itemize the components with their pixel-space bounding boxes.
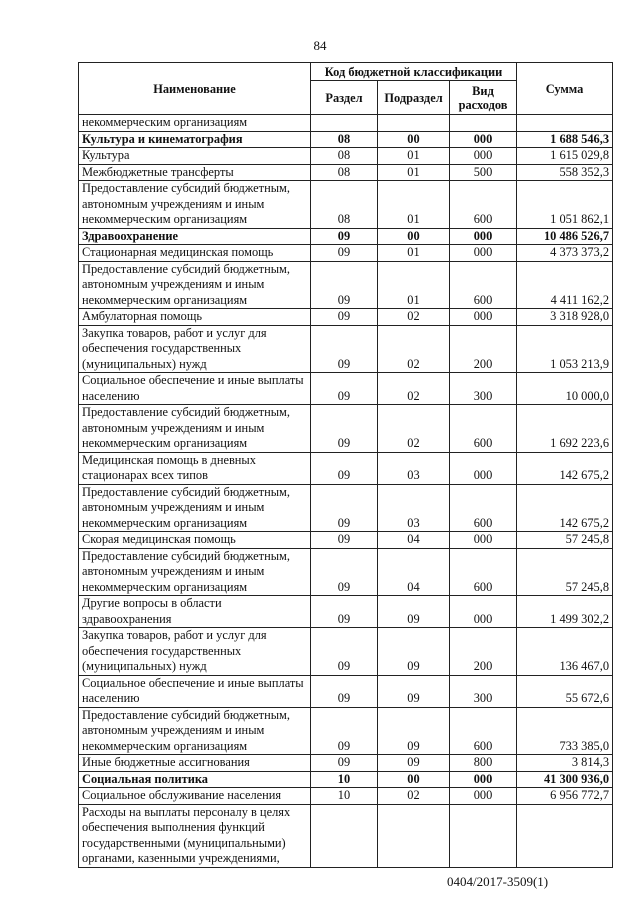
- row-name: некоммерческим организациям: [79, 115, 311, 132]
- row-podrazdel: 09: [378, 707, 450, 755]
- row-podrazdel: 03: [378, 484, 450, 532]
- row-podrazdel: 02: [378, 309, 450, 326]
- row-sum: 4 373 373,2: [517, 245, 613, 262]
- row-razdel: 09: [311, 596, 378, 628]
- row-name: Предоставление субсидий бюджетным, автономным учреждениям и иным некоммерческим организациям: [79, 548, 311, 596]
- row-podrazdel: [378, 115, 450, 132]
- row-vid: 000: [450, 452, 517, 484]
- header-podrazdel: Подраздел: [378, 81, 450, 115]
- row-sum: 3 318 928,0: [517, 309, 613, 326]
- row-vid: [450, 115, 517, 132]
- row-razdel: [311, 115, 378, 132]
- row-razdel: 09: [311, 707, 378, 755]
- row-name: Предоставление субсидий бюджетным, автономным учреждениям и иным некоммерческим организациям: [79, 181, 311, 229]
- table-row: [79, 181, 613, 229]
- row-sum: 57 245,8: [517, 548, 613, 596]
- table-row: [79, 707, 613, 755]
- table-row: [79, 452, 613, 484]
- row-razdel: 08: [311, 164, 378, 181]
- header-classification-group: Код бюджетной классификации: [311, 63, 517, 81]
- row-razdel: 09: [311, 628, 378, 676]
- row-name: Другие вопросы в области здравоохранения: [79, 596, 311, 628]
- row-podrazdel: [378, 804, 450, 867]
- row-podrazdel: 09: [378, 596, 450, 628]
- row-sum: 136 467,0: [517, 628, 613, 676]
- row-name: Предоставление субсидий бюджетным, автономным учреждениям и иным некоммерческим организациям: [79, 484, 311, 532]
- row-podrazdel: 01: [378, 164, 450, 181]
- row-sum: 10 486 526,7: [517, 228, 613, 245]
- row-name: Предоставление субсидий бюджетным, автономным учреждениям и иным некоммерческим организациям: [79, 707, 311, 755]
- row-sum: 55 672,6: [517, 675, 613, 707]
- row-sum: 142 675,2: [517, 452, 613, 484]
- row-name: Социальное обеспечение и иные выплаты населению: [79, 373, 311, 405]
- row-razdel: [311, 804, 378, 867]
- row-vid: 600: [450, 405, 517, 453]
- row-podrazdel: 01: [378, 181, 450, 229]
- row-vid: 300: [450, 675, 517, 707]
- row-vid: 000: [450, 228, 517, 245]
- table-row: [79, 788, 613, 805]
- row-vid: [450, 804, 517, 867]
- table-row: [79, 325, 613, 373]
- table-row: [79, 373, 613, 405]
- row-name: Социальное обслуживание населения: [79, 788, 311, 805]
- row-podrazdel: 01: [378, 245, 450, 262]
- row-sum: 142 675,2: [517, 484, 613, 532]
- row-name: Социальное обеспечение и иные выплаты населению: [79, 675, 311, 707]
- row-vid: 200: [450, 628, 517, 676]
- row-vid: 500: [450, 164, 517, 181]
- row-razdel: 09: [311, 325, 378, 373]
- row-razdel: 10: [311, 788, 378, 805]
- document-code: 0404/2017-3509(1): [447, 874, 549, 889]
- row-vid: 800: [450, 755, 517, 772]
- row-sum: 1 615 029,8: [517, 148, 613, 165]
- header-name: Наименование: [79, 63, 311, 115]
- table-row: [79, 405, 613, 453]
- page-number: 84: [313, 38, 327, 53]
- header-vid: Вид расходов: [450, 81, 517, 115]
- table-row: [79, 628, 613, 676]
- table-row: [79, 261, 613, 309]
- row-sum: 41 300 936,0: [517, 771, 613, 788]
- row-vid: 000: [450, 245, 517, 262]
- row-name: Медицинская помощь в дневных стационарах всех типов: [79, 452, 311, 484]
- row-sum: 4 411 162,2: [517, 261, 613, 309]
- row-podrazdel: 00: [378, 228, 450, 245]
- table-row: [79, 804, 613, 867]
- row-sum: 1 053 213,9: [517, 325, 613, 373]
- row-sum: 3 814,3: [517, 755, 613, 772]
- row-sum: [517, 804, 613, 867]
- row-podrazdel: 02: [378, 788, 450, 805]
- table-row: [79, 596, 613, 628]
- row-sum: 558 352,3: [517, 164, 613, 181]
- row-name: Амбулаторная помощь: [79, 309, 311, 326]
- row-podrazdel: 01: [378, 261, 450, 309]
- table-row: [79, 164, 613, 181]
- row-podrazdel: 00: [378, 771, 450, 788]
- row-podrazdel: 01: [378, 148, 450, 165]
- row-name: Межбюджетные трансферты: [79, 164, 311, 181]
- row-name: Расходы на выплаты персоналу в целях обеспечения выполнения функций государственными (муниципальными) органами, казенными учреждениями,: [79, 804, 311, 867]
- row-vid: 000: [450, 532, 517, 549]
- row-vid: 200: [450, 325, 517, 373]
- row-name: Иные бюджетные ассигнования: [79, 755, 311, 772]
- row-razdel: 08: [311, 148, 378, 165]
- row-vid: 300: [450, 373, 517, 405]
- row-sum: 1 688 546,3: [517, 131, 613, 148]
- table-row: [79, 771, 613, 788]
- row-podrazdel: 09: [378, 755, 450, 772]
- table-row: [79, 115, 613, 132]
- row-podrazdel: 09: [378, 675, 450, 707]
- row-razdel: 09: [311, 228, 378, 245]
- table-row: [79, 675, 613, 707]
- table-body: [79, 115, 613, 868]
- header-razdel: Раздел: [311, 81, 378, 115]
- row-name: Предоставление субсидий бюджетным, автономным учреждениям и иным некоммерческим организациям: [79, 261, 311, 309]
- row-razdel: 09: [311, 548, 378, 596]
- row-podrazdel: 02: [378, 325, 450, 373]
- row-sum: [517, 115, 613, 132]
- row-razdel: 09: [311, 245, 378, 262]
- row-razdel: 09: [311, 484, 378, 532]
- table-row: [79, 309, 613, 326]
- row-podrazdel: 03: [378, 452, 450, 484]
- table-row: [79, 548, 613, 596]
- row-name: Предоставление субсидий бюджетным, автономным учреждениям и иным некоммерческим организациям: [79, 405, 311, 453]
- row-vid: 600: [450, 181, 517, 229]
- row-vid: 000: [450, 596, 517, 628]
- row-razdel: 09: [311, 261, 378, 309]
- row-podrazdel: 00: [378, 131, 450, 148]
- row-podrazdel: 02: [378, 373, 450, 405]
- row-sum: 10 000,0: [517, 373, 613, 405]
- row-razdel: 09: [311, 405, 378, 453]
- row-podrazdel: 04: [378, 532, 450, 549]
- row-sum: 57 245,8: [517, 532, 613, 549]
- row-razdel: 09: [311, 309, 378, 326]
- row-name: Скорая медицинская помощь: [79, 532, 311, 549]
- table-row: [79, 148, 613, 165]
- row-razdel: 09: [311, 452, 378, 484]
- row-vid: 600: [450, 484, 517, 532]
- row-vid: 000: [450, 788, 517, 805]
- row-name: Закупка товаров, работ и услуг для обеспечения государственных (муниципальных) нужд: [79, 628, 311, 676]
- table-row: [79, 228, 613, 245]
- row-razdel: 09: [311, 373, 378, 405]
- row-name: Закупка товаров, работ и услуг для обеспечения государственных (муниципальных) нужд: [79, 325, 311, 373]
- table-row: [79, 484, 613, 532]
- row-vid: 000: [450, 309, 517, 326]
- row-podrazdel: 04: [378, 548, 450, 596]
- row-razdel: 09: [311, 532, 378, 549]
- row-razdel: 08: [311, 181, 378, 229]
- row-podrazdel: 09: [378, 628, 450, 676]
- row-razdel: 09: [311, 675, 378, 707]
- row-name: Культура: [79, 148, 311, 165]
- row-sum: 1 051 862,1: [517, 181, 613, 229]
- row-vid: 000: [450, 771, 517, 788]
- table-row: [79, 245, 613, 262]
- row-vid: 000: [450, 131, 517, 148]
- row-vid: 600: [450, 261, 517, 309]
- row-podrazdel: 02: [378, 405, 450, 453]
- row-name: Стационарная медицинская помощь: [79, 245, 311, 262]
- row-name: Культура и кинематография: [79, 131, 311, 148]
- table-row: [79, 532, 613, 549]
- budget-table: [78, 62, 613, 868]
- table-row: [79, 131, 613, 148]
- row-sum: 1 499 302,2: [517, 596, 613, 628]
- row-razdel: 09: [311, 755, 378, 772]
- row-vid: 600: [450, 707, 517, 755]
- row-sum: 6 956 772,7: [517, 788, 613, 805]
- row-razdel: 10: [311, 771, 378, 788]
- table-row: [79, 755, 613, 772]
- row-name: Здравоохранение: [79, 228, 311, 245]
- row-razdel: 08: [311, 131, 378, 148]
- header-sum: Сумма: [517, 63, 613, 115]
- row-name: Социальная политика: [79, 771, 311, 788]
- row-vid: 000: [450, 148, 517, 165]
- row-sum: 733 385,0: [517, 707, 613, 755]
- row-vid: 600: [450, 548, 517, 596]
- row-sum: 1 692 223,6: [517, 405, 613, 453]
